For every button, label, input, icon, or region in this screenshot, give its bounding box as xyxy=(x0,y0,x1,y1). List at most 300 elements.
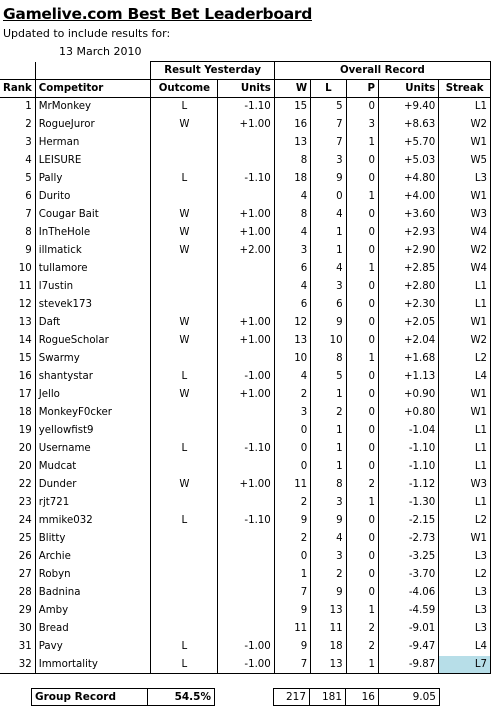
rank-cell: 24 xyxy=(0,512,35,530)
outcome-cell: L xyxy=(151,368,218,386)
col-outcome: Outcome xyxy=(151,80,218,98)
wins-cell: 2 xyxy=(274,386,310,404)
col-rank: Rank xyxy=(0,80,35,98)
table-row xyxy=(0,548,491,566)
rank-cell: 23 xyxy=(0,494,35,512)
units-yesterday-cell xyxy=(218,458,275,476)
units-yesterday-cell xyxy=(218,188,275,206)
table-row xyxy=(0,116,491,134)
table-row xyxy=(0,494,491,512)
streak-cell: L4 xyxy=(439,638,491,656)
units-yesterday-cell xyxy=(218,566,275,584)
rank-cell: 30 xyxy=(0,620,35,638)
table-row xyxy=(0,188,491,206)
wins-cell: 1 xyxy=(274,566,310,584)
wins-cell: 3 xyxy=(274,242,310,260)
group-record-l: 181 xyxy=(309,688,346,706)
wins-cell: 16 xyxy=(274,116,310,134)
competitor-cell: Daft xyxy=(35,314,151,332)
outcome-cell xyxy=(151,494,218,512)
pushes-cell: 1 xyxy=(346,188,378,206)
streak-cell: L3 xyxy=(439,548,491,566)
outcome-cell xyxy=(151,530,218,548)
units-cell: -1.04 xyxy=(378,422,438,440)
units-yesterday-cell xyxy=(218,548,275,566)
rank-cell: 3 xyxy=(0,134,35,152)
group-header-row xyxy=(0,62,491,80)
rank-cell: 20 xyxy=(0,458,35,476)
outcome-cell: L xyxy=(151,98,218,116)
pushes-cell: 0 xyxy=(346,440,378,458)
competitor-cell: MonkeyF0cker xyxy=(35,404,151,422)
outcome-cell xyxy=(151,584,218,602)
competitor-cell: tullamore xyxy=(35,260,151,278)
competitor-cell: rjt721 xyxy=(35,494,151,512)
table-row xyxy=(0,98,491,116)
competitor-cell: Mudcat xyxy=(35,458,151,476)
units-cell: +8.63 xyxy=(378,116,438,134)
units-cell: -2.73 xyxy=(378,530,438,548)
streak-cell: L1 xyxy=(439,458,491,476)
competitor-cell: Amby xyxy=(35,602,151,620)
outcome-cell: W xyxy=(151,476,218,494)
streak-cell: W2 xyxy=(439,332,491,350)
units-yesterday-cell: +1.00 xyxy=(218,224,275,242)
outcome-cell: W xyxy=(151,314,218,332)
pushes-cell: 2 xyxy=(346,620,378,638)
pushes-cell: 0 xyxy=(346,224,378,242)
competitor-cell: yellowfist9 xyxy=(35,422,151,440)
group-record-p: 16 xyxy=(345,688,379,706)
group-record-pct: 54.5% xyxy=(147,688,215,706)
losses-cell: 13 xyxy=(311,656,346,674)
wins-cell: 18 xyxy=(274,170,310,188)
streak-cell: W1 xyxy=(439,134,491,152)
wins-cell: 8 xyxy=(274,206,310,224)
losses-cell: 1 xyxy=(311,458,346,476)
wins-cell: 9 xyxy=(274,638,310,656)
group-record-units: 9.05 xyxy=(378,688,440,706)
wins-cell: 7 xyxy=(274,656,310,674)
table-row xyxy=(0,278,491,296)
losses-cell: 9 xyxy=(311,584,346,602)
losses-cell: 2 xyxy=(311,404,346,422)
units-yesterday-cell xyxy=(218,584,275,602)
units-cell: -3.25 xyxy=(378,548,438,566)
units-yesterday-cell xyxy=(218,260,275,278)
streak-cell: W1 xyxy=(439,530,491,548)
rank-cell: 2 xyxy=(0,116,35,134)
units-yesterday-cell xyxy=(218,602,275,620)
rank-cell: 4 xyxy=(0,152,35,170)
losses-cell: 9 xyxy=(311,314,346,332)
pushes-cell: 2 xyxy=(346,638,378,656)
table-row xyxy=(0,584,491,602)
col-competitor: Competitor xyxy=(35,80,151,98)
outcome-cell xyxy=(151,260,218,278)
wins-cell: 0 xyxy=(274,458,310,476)
wins-cell: 9 xyxy=(274,512,310,530)
losses-cell: 0 xyxy=(311,188,346,206)
units-cell: -4.06 xyxy=(378,584,438,602)
streak-cell: W2 xyxy=(439,242,491,260)
losses-cell: 3 xyxy=(311,152,346,170)
wins-cell: 4 xyxy=(274,224,310,242)
table-row xyxy=(0,602,491,620)
units-cell: +2.05 xyxy=(378,314,438,332)
units-yesterday-cell xyxy=(218,152,275,170)
losses-cell: 4 xyxy=(311,530,346,548)
competitor-cell: Bread xyxy=(35,620,151,638)
table-row xyxy=(0,224,491,242)
wins-cell: 13 xyxy=(274,332,310,350)
competitor-cell: Immortality xyxy=(35,656,151,674)
group-record-w: 217 xyxy=(273,688,310,706)
streak-cell: W3 xyxy=(439,206,491,224)
pushes-cell: 0 xyxy=(346,98,378,116)
pushes-cell: 0 xyxy=(346,206,378,224)
table-row xyxy=(0,206,491,224)
units-cell: +2.30 xyxy=(378,296,438,314)
table-row xyxy=(0,638,491,656)
competitor-cell: Herman xyxy=(35,134,151,152)
streak-cell: W1 xyxy=(439,188,491,206)
wins-cell: 2 xyxy=(274,494,310,512)
table-row xyxy=(0,134,491,152)
pushes-cell: 0 xyxy=(346,458,378,476)
streak-cell: W1 xyxy=(439,386,491,404)
competitor-cell: Durito xyxy=(35,188,151,206)
streak-cell: L1 xyxy=(439,422,491,440)
rank-cell: 29 xyxy=(0,602,35,620)
units-cell: -1.10 xyxy=(378,458,438,476)
units-yesterday-cell: -1.00 xyxy=(218,638,275,656)
streak-cell: L3 xyxy=(439,620,491,638)
col-streak: Streak xyxy=(439,80,491,98)
table-row xyxy=(0,476,491,494)
outcome-cell xyxy=(151,620,218,638)
wins-cell: 12 xyxy=(274,314,310,332)
wins-cell: 4 xyxy=(274,188,310,206)
losses-cell: 6 xyxy=(311,296,346,314)
streak-cell: L1 xyxy=(439,98,491,116)
units-yesterday-cell: +1.00 xyxy=(218,116,275,134)
competitor-cell: MrMonkey xyxy=(35,98,151,116)
rank-cell: 27 xyxy=(0,566,35,584)
units-cell: +2.85 xyxy=(378,260,438,278)
pushes-cell: 0 xyxy=(346,422,378,440)
rank-cell: 18 xyxy=(0,404,35,422)
table-row xyxy=(0,656,491,674)
col-units: Units xyxy=(378,80,438,98)
table-row xyxy=(0,566,491,584)
rank-cell: 26 xyxy=(0,548,35,566)
units-cell: +4.80 xyxy=(378,170,438,188)
outcome-cell xyxy=(151,278,218,296)
units-yesterday-cell: +1.00 xyxy=(218,386,275,404)
competitor-cell: shantystar xyxy=(35,368,151,386)
wins-cell: 0 xyxy=(274,548,310,566)
losses-cell: 1 xyxy=(311,422,346,440)
table-row xyxy=(0,620,491,638)
pushes-cell: 0 xyxy=(346,368,378,386)
group-result-yesterday: Result Yesterday xyxy=(151,62,274,80)
units-yesterday-cell: +1.00 xyxy=(218,332,275,350)
wins-cell: 7 xyxy=(274,584,310,602)
group-record-label: Group Record xyxy=(31,688,148,706)
losses-cell: 13 xyxy=(311,602,346,620)
table-row xyxy=(0,314,491,332)
units-yesterday-cell: +1.00 xyxy=(218,476,275,494)
pushes-cell: 0 xyxy=(346,152,378,170)
pushes-cell: 3 xyxy=(346,116,378,134)
outcome-cell xyxy=(151,296,218,314)
units-yesterday-cell xyxy=(218,422,275,440)
competitor-cell: RogueScholar xyxy=(35,332,151,350)
rank-cell: 6 xyxy=(0,188,35,206)
wins-cell: 4 xyxy=(274,368,310,386)
table-row xyxy=(0,422,491,440)
rank-cell: 8 xyxy=(0,224,35,242)
units-cell: -9.47 xyxy=(378,638,438,656)
losses-cell: 8 xyxy=(311,476,346,494)
rank-cell: 1 xyxy=(0,98,35,116)
rank-cell: 15 xyxy=(0,350,35,368)
losses-cell: 4 xyxy=(311,206,346,224)
outcome-cell: W xyxy=(151,116,218,134)
competitor-cell: Username xyxy=(35,440,151,458)
pushes-cell: 0 xyxy=(346,242,378,260)
competitor-cell: Archie xyxy=(35,548,151,566)
units-cell: +2.80 xyxy=(378,278,438,296)
streak-cell: W1 xyxy=(439,314,491,332)
wins-cell: 6 xyxy=(274,260,310,278)
outcome-cell xyxy=(151,152,218,170)
rank-cell: 25 xyxy=(0,530,35,548)
units-cell: +1.13 xyxy=(378,368,438,386)
streak-cell: L2 xyxy=(439,512,491,530)
units-cell: -9.01 xyxy=(378,620,438,638)
col-l: L xyxy=(311,80,346,98)
pushes-cell: 1 xyxy=(346,350,378,368)
units-yesterday-cell: -1.10 xyxy=(218,512,275,530)
losses-cell: 1 xyxy=(311,242,346,260)
wins-cell: 0 xyxy=(274,440,310,458)
wins-cell: 0 xyxy=(274,422,310,440)
competitor-cell: Jello xyxy=(35,386,151,404)
pushes-cell: 0 xyxy=(346,296,378,314)
wins-cell: 10 xyxy=(274,350,310,368)
units-yesterday-cell: -1.00 xyxy=(218,368,275,386)
outcome-cell xyxy=(151,350,218,368)
page-title: Gamelive.com Best Bet Leaderboard xyxy=(3,5,312,23)
losses-cell: 9 xyxy=(311,512,346,530)
table-row xyxy=(0,260,491,278)
units-cell: +0.80 xyxy=(378,404,438,422)
rank-cell: 7 xyxy=(0,206,35,224)
rank-cell: 16 xyxy=(0,368,35,386)
units-yesterday-cell: -1.10 xyxy=(218,440,275,458)
outcome-cell: L xyxy=(151,638,218,656)
pushes-cell: 1 xyxy=(346,494,378,512)
rank-cell: 5 xyxy=(0,170,35,188)
losses-cell: 5 xyxy=(311,368,346,386)
competitor-cell: Pavy xyxy=(35,638,151,656)
units-cell: -1.12 xyxy=(378,476,438,494)
table-row xyxy=(0,296,491,314)
units-yesterday-cell xyxy=(218,350,275,368)
rank-cell: 22 xyxy=(0,476,35,494)
losses-cell: 3 xyxy=(311,278,346,296)
table-row xyxy=(0,386,491,404)
wins-cell: 9 xyxy=(274,602,310,620)
competitor-cell: Swarmy xyxy=(35,350,151,368)
streak-cell: L4 xyxy=(439,368,491,386)
losses-cell: 1 xyxy=(311,224,346,242)
units-cell: -9.87 xyxy=(378,656,438,674)
table-row xyxy=(0,512,491,530)
units-yesterday-cell: +2.00 xyxy=(218,242,275,260)
rank-cell: 12 xyxy=(0,296,35,314)
column-header-row xyxy=(0,80,491,98)
competitor-cell: stevek173 xyxy=(35,296,151,314)
wins-cell: 15 xyxy=(274,98,310,116)
table-row xyxy=(0,458,491,476)
rank-cell: 10 xyxy=(0,260,35,278)
units-cell: +9.40 xyxy=(378,98,438,116)
wins-cell: 3 xyxy=(274,404,310,422)
outcome-cell xyxy=(151,458,218,476)
outcome-cell: W xyxy=(151,332,218,350)
losses-cell: 5 xyxy=(311,98,346,116)
table-row xyxy=(0,440,491,458)
rank-cell: 9 xyxy=(0,242,35,260)
wins-cell: 4 xyxy=(274,278,310,296)
competitor-cell: mmike032 xyxy=(35,512,151,530)
table-row xyxy=(0,350,491,368)
rank-cell: 14 xyxy=(0,332,35,350)
losses-cell: 3 xyxy=(311,548,346,566)
streak-cell: L3 xyxy=(439,170,491,188)
streak-cell: L3 xyxy=(439,584,491,602)
table-row xyxy=(0,170,491,188)
units-yesterday-cell xyxy=(218,278,275,296)
units-yesterday-cell: -1.10 xyxy=(218,98,275,116)
losses-cell: 18 xyxy=(311,638,346,656)
wins-cell: 2 xyxy=(274,530,310,548)
update-note: Updated to include results for: xyxy=(3,27,171,40)
outcome-cell: W xyxy=(151,206,218,224)
units-cell: +0.90 xyxy=(378,386,438,404)
table-row xyxy=(0,332,491,350)
units-cell: +5.03 xyxy=(378,152,438,170)
losses-cell: 1 xyxy=(311,440,346,458)
pushes-cell: 0 xyxy=(346,566,378,584)
units-yesterday-cell xyxy=(218,296,275,314)
rank-cell: 32 xyxy=(0,656,35,674)
table-row xyxy=(0,404,491,422)
rank-cell: 17 xyxy=(0,386,35,404)
leaderboard-table xyxy=(0,61,491,674)
units-yesterday-cell xyxy=(218,494,275,512)
losses-cell: 2 xyxy=(311,566,346,584)
col-units-yesterday: Units xyxy=(218,80,275,98)
competitor-cell: illmatick xyxy=(35,242,151,260)
competitor-cell: Badnina xyxy=(35,584,151,602)
competitor-cell: RogueJuror xyxy=(35,116,151,134)
streak-cell: W4 xyxy=(439,224,491,242)
units-cell: -2.15 xyxy=(378,512,438,530)
outcome-cell xyxy=(151,134,218,152)
rank-cell: 20 xyxy=(0,440,35,458)
rank-cell: 13 xyxy=(0,314,35,332)
units-cell: +1.68 xyxy=(378,350,438,368)
wins-cell: 6 xyxy=(274,296,310,314)
units-cell: -1.10 xyxy=(378,440,438,458)
outcome-cell: L xyxy=(151,170,218,188)
losses-cell: 11 xyxy=(311,620,346,638)
wins-cell: 11 xyxy=(274,476,310,494)
streak-cell: W3 xyxy=(439,476,491,494)
streak-cell: W1 xyxy=(439,404,491,422)
streak-cell: L1 xyxy=(439,296,491,314)
units-cell: +3.60 xyxy=(378,206,438,224)
competitor-cell: Robyn xyxy=(35,566,151,584)
outcome-cell: L xyxy=(151,512,218,530)
outcome-cell xyxy=(151,548,218,566)
pushes-cell: 1 xyxy=(346,134,378,152)
outcome-cell: W xyxy=(151,224,218,242)
pushes-cell: 0 xyxy=(346,386,378,404)
streak-cell: L7 xyxy=(439,656,491,674)
losses-cell: 7 xyxy=(311,116,346,134)
pushes-cell: 1 xyxy=(346,260,378,278)
units-cell: +5.70 xyxy=(378,134,438,152)
units-cell: -4.59 xyxy=(378,602,438,620)
units-yesterday-cell: -1.00 xyxy=(218,656,275,674)
losses-cell: 4 xyxy=(311,260,346,278)
pushes-cell: 0 xyxy=(346,404,378,422)
pushes-cell: 0 xyxy=(346,332,378,350)
update-date: 13 March 2010 xyxy=(59,45,142,58)
streak-cell: L2 xyxy=(439,350,491,368)
wins-cell: 8 xyxy=(274,152,310,170)
losses-cell: 3 xyxy=(311,494,346,512)
rank-cell: 11 xyxy=(0,278,35,296)
wins-cell: 11 xyxy=(274,620,310,638)
streak-cell: L1 xyxy=(439,494,491,512)
competitor-cell: Blitty xyxy=(35,530,151,548)
losses-cell: 8 xyxy=(311,350,346,368)
streak-cell: W4 xyxy=(439,260,491,278)
table-row xyxy=(0,368,491,386)
competitor-cell: Dunder xyxy=(35,476,151,494)
pushes-cell: 0 xyxy=(346,278,378,296)
units-yesterday-cell xyxy=(218,620,275,638)
streak-cell: W2 xyxy=(439,116,491,134)
table-row xyxy=(0,530,491,548)
units-cell: +4.00 xyxy=(378,188,438,206)
pushes-cell: 1 xyxy=(346,656,378,674)
streak-cell: L1 xyxy=(439,278,491,296)
competitor-cell: Cougar Bait xyxy=(35,206,151,224)
losses-cell: 10 xyxy=(311,332,346,350)
streak-cell: L1 xyxy=(439,440,491,458)
group-overall-record: Overall Record xyxy=(274,62,490,80)
losses-cell: 1 xyxy=(311,386,346,404)
units-cell: +2.93 xyxy=(378,224,438,242)
rank-cell: 28 xyxy=(0,584,35,602)
